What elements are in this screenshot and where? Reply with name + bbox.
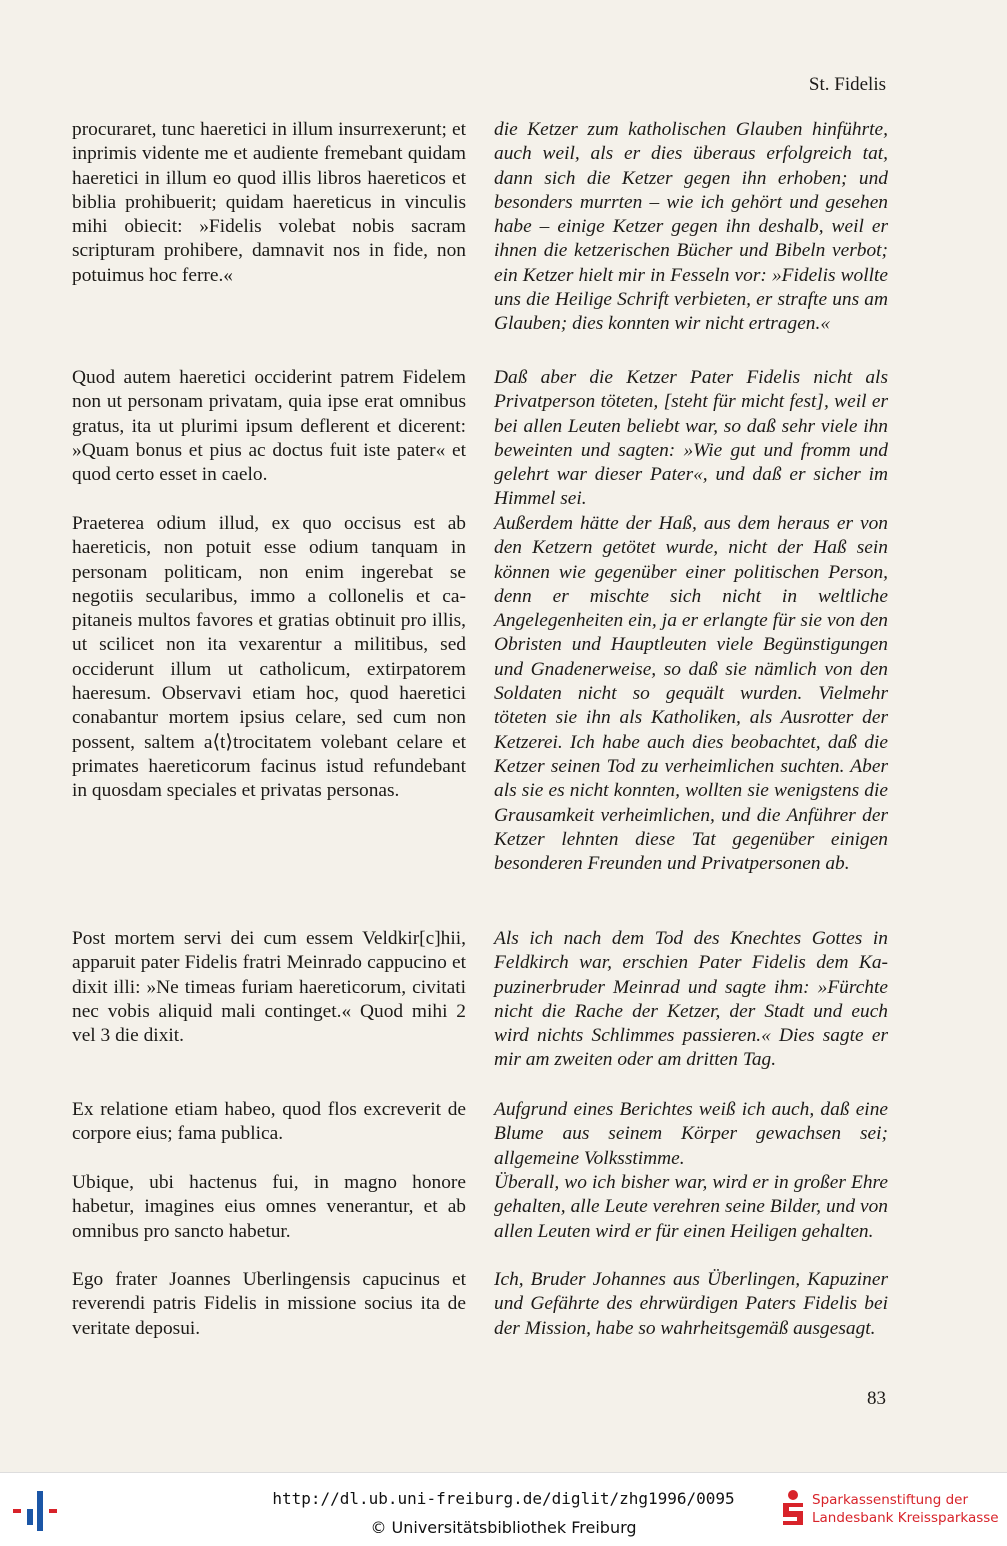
copyright-text: © Universitätsbibliothek Freiburg — [370, 1518, 637, 1537]
sponsor-text[interactable] — [812, 1491, 999, 1527]
latin-text: Ego frater Joannes Uberlingensis capucinus et reverendi patris Fidelis in missione socius ita de veritate deposui. — [72, 1269, 466, 1339]
german-translation: Überall, wo ich bisher war, wird er in großer Ehre gehalten, alle Leute verehren seine Bilder, und von allen Leuten wird er für einen Heiligen gehalten. — [494, 1172, 888, 1242]
latin-text: Ex relatione etiam habeo, quod flos excreverit de corpore eius; fama publica. — [72, 1099, 466, 1145]
latin-text: procuraret, tunc haeretici in illum insurrexerunt; et inprimis vidente me et audiente fremebant quidam haeretici in illum eo quod illis libros haereticos et biblia prohibuerit; quidam haereticus in vinculis mihi obiecit: »Fidelis volebat nobis sacram scripturam prohibere, damnavit nos in fide, non potuimus hoc ferre.« — [72, 119, 466, 286]
paragraph-row — [72, 1171, 888, 1244]
paragraph-row — [72, 366, 888, 512]
document-url-link[interactable]: http://dl.ub.uni-freiburg.de/diglit/zhg1996/0095 — [272, 1489, 735, 1508]
german-translation: Aufgrund eines Berichtes weiß ich auch, daß eine Blume aus seinem Körper gewachsen sei; allgemeine Volksstimme. — [494, 1099, 888, 1169]
latin-text: Ubique, ubi hactenus fui, in magno honore habetur, imagines eius omnes venerantur, et ab omnibus pro sancto habetur. — [72, 1172, 466, 1242]
german-translation: Ich, Bruder Johannes aus Überlingen, Kapuziner und Gefährte des ehrwürdigen Paters Fidelis bei der Mission, habe so wahrheitsgemäß ausgesagt. — [494, 1269, 888, 1339]
sparkasse-logo-icon — [781, 1489, 805, 1529]
sponsor-line-1: Sparkassenstiftung der — [812, 1492, 969, 1508]
viewer-footer — [0, 1472, 1007, 1546]
latin-text: Quod autem haeretici occiderint patrem Fidelem non ut personam privatam, quia ipse erat omnibus gratus, ita ut plurimi ipsum deflerent et dicerent: »Quam bonus et pius ac doctus fuit iste pater« et quod certo esset in caelo. — [72, 367, 466, 486]
sponsor-line-2: Landesbank Kreissparkasse — [812, 1510, 999, 1526]
paragraph-row — [72, 927, 888, 1073]
paragraph-row — [72, 1268, 888, 1341]
german-translation: Außerdem hätte der Haß, aus dem heraus er von den Ketzern getötet wurde, nicht der Haß sein können wie gegenüber einer politischen Person, denn er mischte sich nicht in weltliche Angelegenheiten ein, ja er erlangte für sie von den Obristen und Hauptleuten viele Begünstigungen und Gnadenerweise, so daß sie nämlich von den Soldaten nicht so gequält wurden. Vielmehr töteten sie ihn als Katholiken, als Ausrotter der Ketzerei. Ich habe auch dies beobachtet, daß die Ketzer seinen Tod zu verheimlichen suchten. Aber als sie es nicht konnten, wollten sie wenigstens die Grausamkeit verheimlichen, und die Anführer der Ketzer lehnten diese Tat gegenüber einigen besonderen Freunden und Privatpersonen ab. — [494, 513, 888, 875]
page-number: 83 — [867, 1388, 886, 1409]
latin-text: Praeterea odium illud, ex quo occisus est ab haereticis, non potuit esse odium tanquam in personam politicam, non enim ingerebat se negotiis secularibus, immo a collonelis et capitaneis multos favores et gratias obtinuit pro illis, ut scilicet non ita vexarentur a militibus, sed occiderunt illum ut catholicum, extirpatorem haeresum. Observavi etiam hoc, quod haeretici conabantur mortem ipsius celare, sed cum non possent, saltem a⟨t⟩trocitatem volebant celare et primates haereticorum facinus istud refundebant in quosdam speciales et privatas personas. — [72, 513, 466, 802]
running-header: St. Fidelis — [808, 74, 886, 95]
german-translation: Daß aber die Ketzer Pater Fidelis nicht als Privatperson töteten, [steht für micht fest], weil er bei allen Leuten beliebt war, so daß sehr viele ihn beweinten und sagten: »Wie gut und fromm und gelehrt war dieser Pater«, und daß er sicher im Himmel sei. — [494, 367, 888, 510]
german-translation: die Ketzer zum katholischen Glauben hinführte, auch weil, als er dies überaus erfolgreich tat, dann sich die Ketzer gegen ihn erhoben; und besonders murrten – wie ich gehört und gesehen habe – einige Ketzer gegen ihn deshalb, weil er ihnen die ketzerischen Bücher und Bibeln verbot; ein Ketzer hielt mir in Fesseln vor: »Fidelis wollte uns die Heilige Schrift verbieten, er strafte uns am Glauben; dies konnten wir nicht ertragen.« — [494, 119, 888, 335]
paragraph-row — [72, 512, 888, 876]
paragraph-row — [72, 118, 888, 337]
paragraph-row — [72, 1098, 888, 1171]
latin-text: Post mortem servi dei cum essem Veldkir[c]hii, apparuit pater Fidelis fratri Meinrado cappucino et dixit illi: »Ne timeas furiam haereticorum, civitati nec vobis aliquid mali continget.« Quod mihi 2 vel 3 die dixit. — [72, 928, 466, 1047]
german-translation: Als ich nach dem Tod des Knechtes Gottes in Feldkirch war, erschien Pater Fidelis dem Kapuzinerbruder Meinrad und sagte ihm: »Fürchte nicht die Rache der Ketzer, der Stadt und euch wird nichts Schlimmes passieren.« Dies sagte er mir am zweiten oder am dritten Tag. — [494, 928, 888, 1071]
